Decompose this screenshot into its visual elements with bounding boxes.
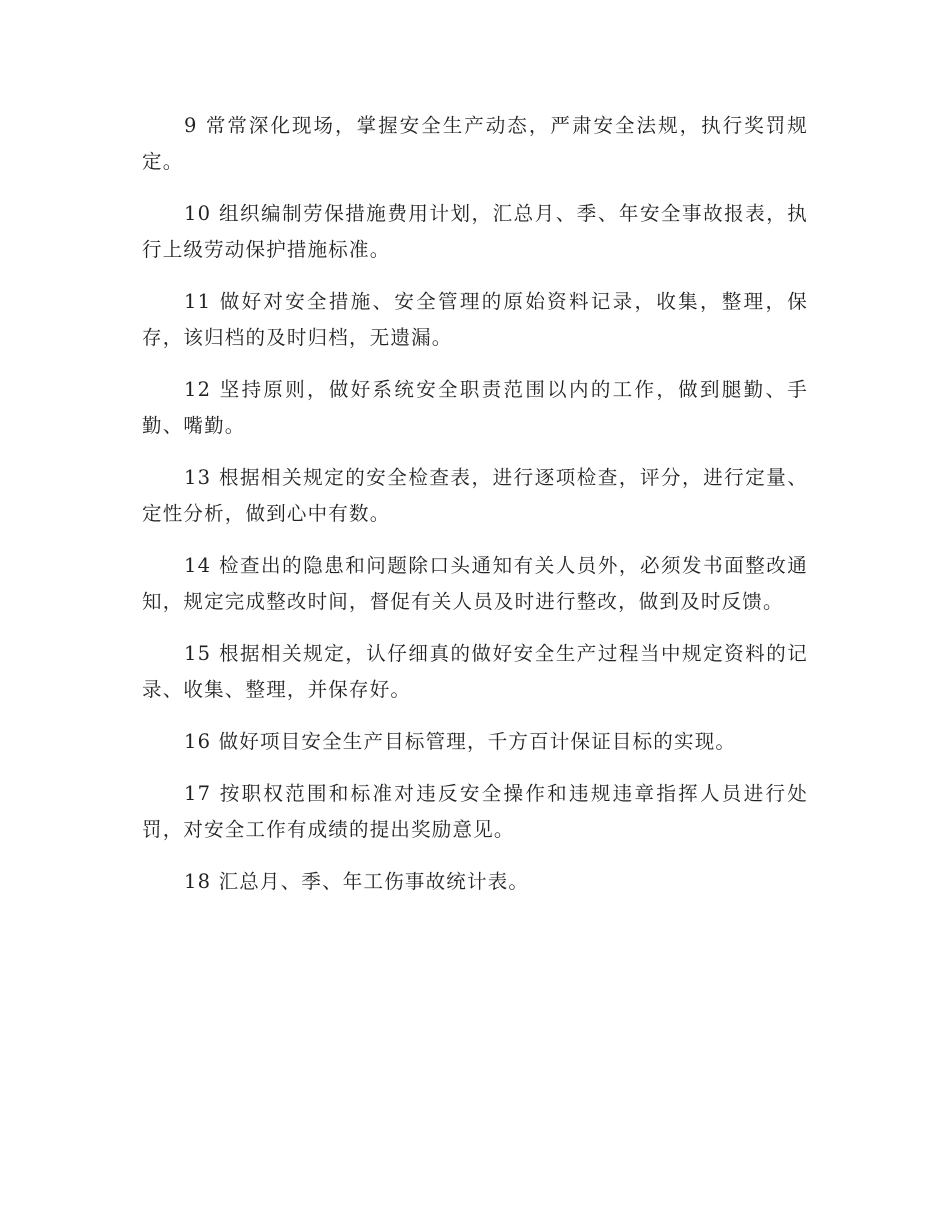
paragraph-item-18: 18 汇总月、季、年工伤事故统计表。 (184, 870, 530, 893)
paragraph-item-14: 14 检查出的隐患和问题除口头通知有关人员外，必须发书面整改通知，规定完成整改时间，督促有关人员及时进行整改，做到及时反馈。 (142, 554, 808, 613)
paragraph-item-10: 10 组织编制劳保措施费用计划，汇总月、季、年安全事故报表，执行上级劳动保护措施标准。 (142, 202, 808, 261)
paragraph-item-16: 16 做好项目安全生产目标管理，千方百计保证目标的实现。 (184, 730, 737, 753)
paragraph-item-17: 17 按职权范围和标准对违反安全操作和违规违章指挥人员进行处罚，对安全工作有成绩的提出奖励意见。 (142, 782, 808, 841)
paragraph-item-12: 12 坚持原则，做好系统安全职责范围以内的工作，做到腿勤、手勤、嘴勤。 (142, 378, 808, 437)
paragraph-item-15: 15 根据相关规定，认仔细真的做好安全生产过程当中规定资料的记录、收集、整理，并保存好。 (142, 642, 808, 701)
paragraph-item-11: 11 做好对安全措施、安全管理的原始资料记录，收集，整理，保存，该归档的及时归档，无遗漏。 (142, 290, 808, 349)
paragraph-item-13: 13 根据相关规定的安全检查表，进行逐项检查，评分，进行定量、定性分析，做到心中有数。 (142, 466, 808, 525)
paragraph-item-9: 9 常常深化现场，掌握安全生产动态，严肃安全法规，执行奖罚规定。 (142, 114, 808, 173)
document-body (142, 108, 808, 916)
